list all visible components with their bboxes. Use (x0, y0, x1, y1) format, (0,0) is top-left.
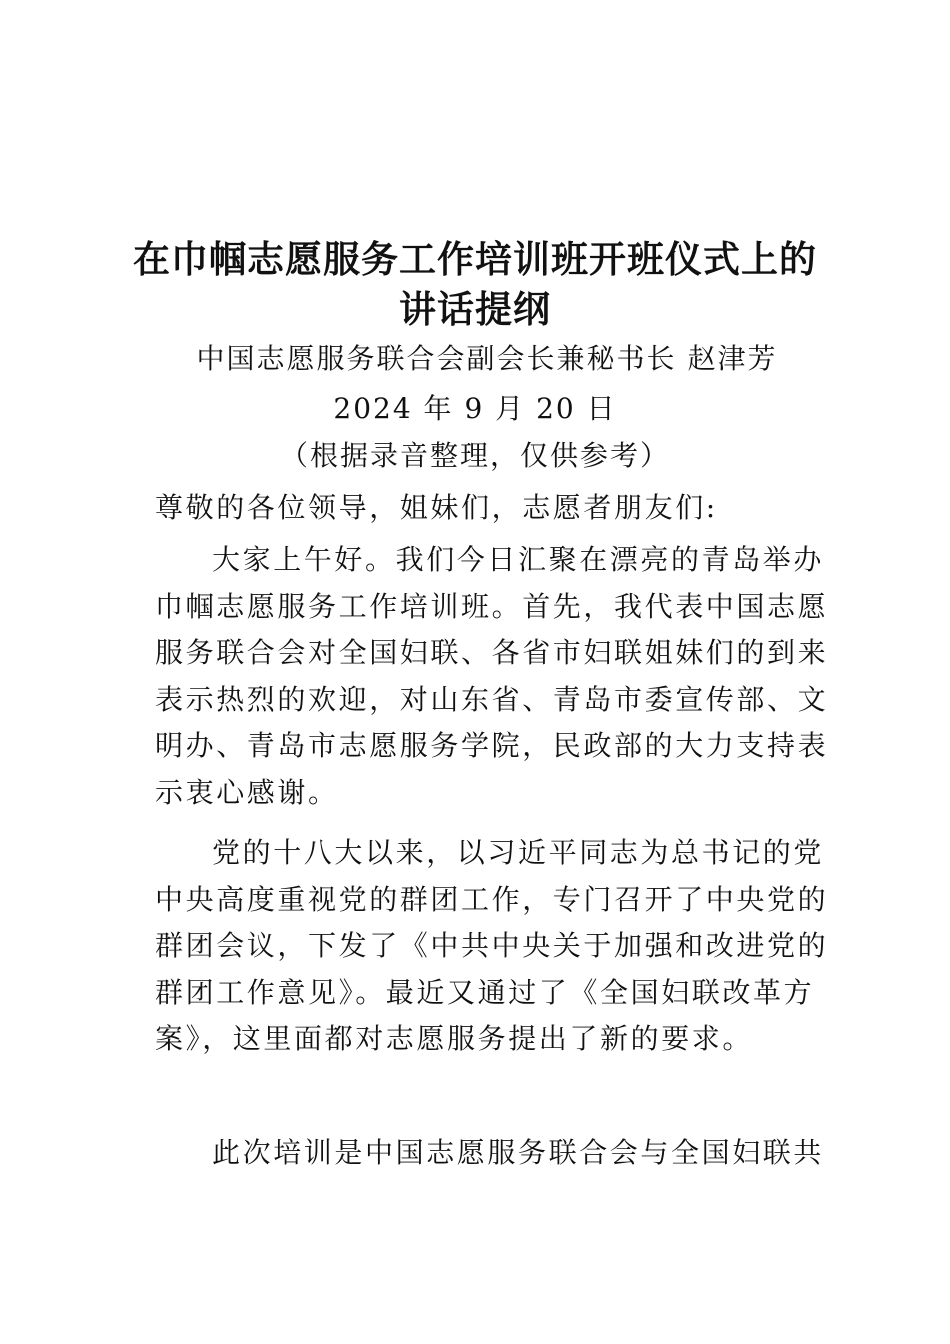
paragraph-1 (155, 537, 829, 816)
transcription-note: （根据录音整理，仅供参考） (279, 439, 670, 472)
paragraph-line: 群团会议，下发了《中共中央关于加强和改进党的 (155, 929, 829, 962)
paragraph-line: 示衷心感谢。 (155, 775, 339, 809)
paragraph-3 (155, 1130, 825, 1177)
document-title-line-2: 讲话提纲 (399, 288, 551, 331)
paragraph-line: 案》，这里面都对志愿服务提出了新的要求。 (155, 1022, 754, 1055)
paragraph-line: 巾帼志愿服务工作培训班。首先，我代表中国志愿 (155, 589, 829, 623)
paragraph-line: 表示热烈的欢迎，对山东省、青岛市委宣传部、文 (155, 682, 829, 716)
salutation (155, 485, 800, 532)
salutation-text: 尊敬的各位领导，姐妹们，志愿者朋友们: (155, 491, 718, 524)
author-line: 中国志愿服务联合会副会长兼秘书长 赵津芳 (196, 342, 778, 375)
paragraph-line: 此次培训是中国志愿服务联合会与全国妇联共 (212, 1136, 825, 1169)
date-line: 2024 年 9 月 20 日 (333, 392, 617, 425)
paragraph-line: 群团工作意见》。最近又通过了《全国妇联改革方 (155, 975, 815, 1009)
paragraph-line: 中央高度重视党的群团工作，专门召开了中央党的 (155, 882, 829, 916)
document-title-line-1: 在巾帼志愿服务工作培训班开班仪式上的 (133, 238, 817, 281)
paragraph-line: 明办、青岛市志愿服务学院，民政部的大力支持表 (155, 729, 829, 762)
paragraph-line: 党的十八大以来，以习近平同志为总书记的党 (212, 836, 825, 869)
paragraph-line: 大家上午好。我们今日汇聚在漂亮的青岛举办 (212, 543, 825, 576)
paragraph-line: 服务联合会对全国妇联、各省市妇联姐妹们的到来 (155, 636, 829, 669)
paragraph-2 (155, 830, 829, 1063)
